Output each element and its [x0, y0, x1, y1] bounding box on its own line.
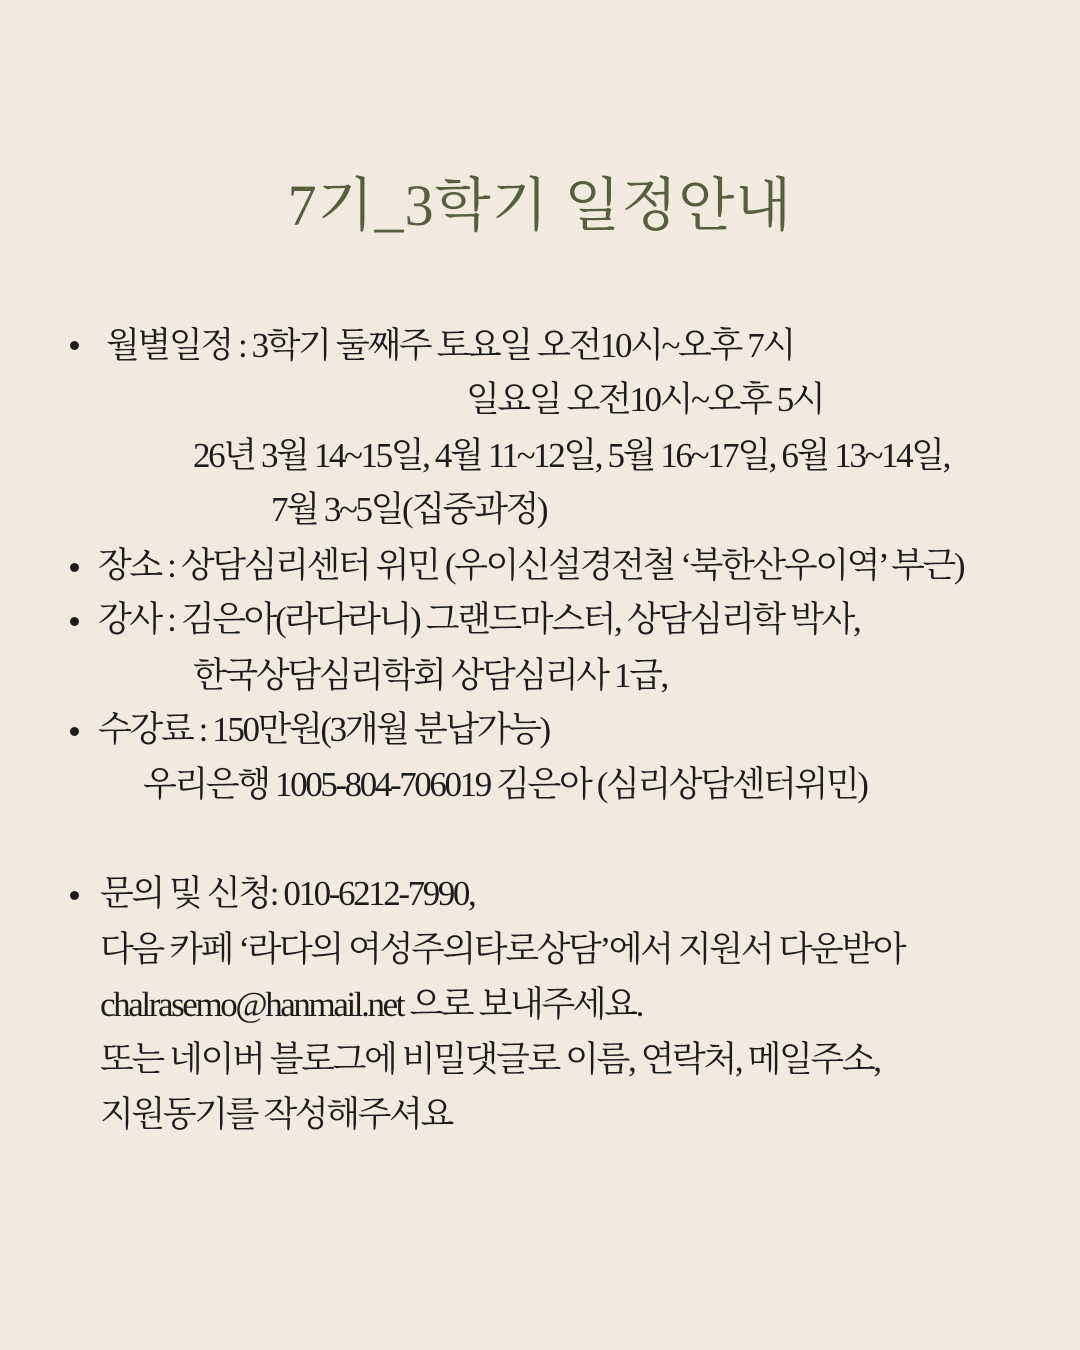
- location-line-1: 장소 : 상담심리센터 위민 (우이신설경전철 ‘북한산우이역’ 부근): [98, 546, 964, 585]
- bullet-instructor: [70, 617, 79, 626]
- inquiry-line-4: 또는 네이버 블로그에 비밀댓글로 이름, 연락처, 메일주소,: [100, 1040, 880, 1079]
- schedule-line-4: 7월 3~5일(집중과정): [271, 490, 547, 529]
- schedule-line-2: 일요일 오전10시~오후 5시: [466, 380, 824, 419]
- schedule-line-1: 월별일정 : 3학기 둘째주 토요일 오전10시~오후 7시: [106, 326, 794, 365]
- bullet-schedule: [70, 341, 79, 350]
- inquiry-line-5: 지원동기를 작성해주셔요: [100, 1095, 452, 1134]
- bullet-inquiry: [70, 891, 79, 900]
- inquiry-line-2: 다음 카페 ‘라다의 여성주의타로상담’에서 지원서 다운받아: [100, 930, 905, 969]
- inquiry-email-line: chalrasemo@hanmail.net 으로 보내주세요.: [100, 985, 642, 1024]
- instructor-line-2: 한국상담심리학회 상담심리사 1급,: [193, 656, 667, 695]
- bullet-location: [70, 563, 79, 572]
- page-title: 7기_3학기 일정안내: [287, 173, 793, 238]
- fee-line-2: 우리은행 1005-804-706019 김은아 (심리상담센터위민): [143, 765, 867, 804]
- bullet-fee: [70, 727, 79, 736]
- fee-line-1: 수강료 : 150만원(3개월 분납가능): [98, 710, 549, 749]
- schedule-line-3: 26년 3월 14~15일, 4월 11~12일, 5월 16~17일, 6월 13~14일,: [193, 436, 949, 475]
- instructor-line-1: 강사 : 김은아(라다라니) 그랜드마스터, 상담심리학 박사,: [98, 600, 860, 639]
- inquiry-line-1: 문의 및 신청: 010-6212-7990,: [100, 874, 475, 913]
